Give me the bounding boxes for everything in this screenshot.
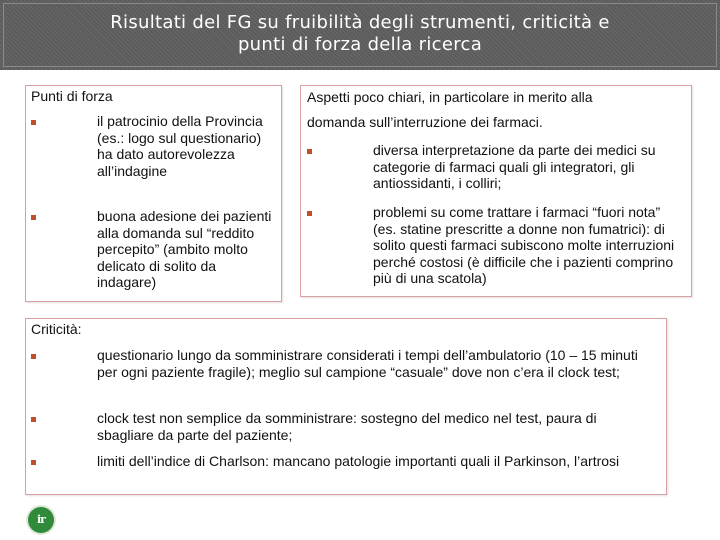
critical-item: questionario lungo da somministrare considerati i tempi dell’ambulatorio (10 – 15 minuti per ogni paziente fragile); meglio sul campione “casuale” dove non c’era il clock test; — [97, 347, 638, 380]
slide-title-line-1: Risultati del FG su fruibilità degli strumenti, criticità e — [110, 12, 610, 33]
bullet-square-icon — [31, 212, 41, 222]
strengths-item: il patrocinio della Provincia (es.: logo sul questionario) ha dato autorevolezza all’indagine — [97, 113, 263, 179]
strengths-item: buona adesione dei pazienti alla domanda sul “reddito percepito” (ambito molto delicato di solito da indagare) — [97, 208, 272, 290]
bullet-square-icon — [307, 208, 317, 218]
critical-item: limiti dell’indice di Charlson: mancano patologie importanti quali il Parkinson, l’artrosi — [97, 453, 620, 469]
title-bar — [0, 0, 720, 70]
slide-title — [40, 12, 680, 56]
unclear-item: diversa interpretazione da parte dei medici su categorie di farmaci quali gli integratori, gli antiossidanti, i colliri; — [373, 142, 656, 191]
unclear-heading-line-1: Aspetti poco chiari, in particolare in merito alla — [307, 89, 593, 105]
unclear-heading-line-2: domanda sull’interruzione dei farmaci. — [307, 114, 543, 130]
bullet-square-icon — [31, 351, 41, 361]
critical-heading: Criticità: — [31, 321, 82, 337]
bullet-square-icon — [31, 414, 41, 424]
bullet-square-icon — [31, 457, 41, 467]
slide-title-line-2: punti di forza della ricerca — [237, 34, 483, 55]
organization-logo — [28, 507, 54, 533]
critical-item: clock test non semplice da somministrare: sostegno del medico nel test, paura di sbagliare da parte del paziente; — [97, 410, 597, 443]
strengths-heading: Punti di forza — [31, 88, 113, 104]
bullet-square-icon — [31, 117, 41, 127]
logo-emblem: ir — [37, 513, 45, 526]
unclear-item: problemi su come trattare i farmaci “fuori nota” (es. statine prescritte a donne non fumatrici): di solito questi farmaci subiscono molte interruzioni perché costosi (è difficile che i pazienti comprino più di una scatola) — [373, 204, 675, 286]
bullet-square-icon — [307, 146, 317, 156]
